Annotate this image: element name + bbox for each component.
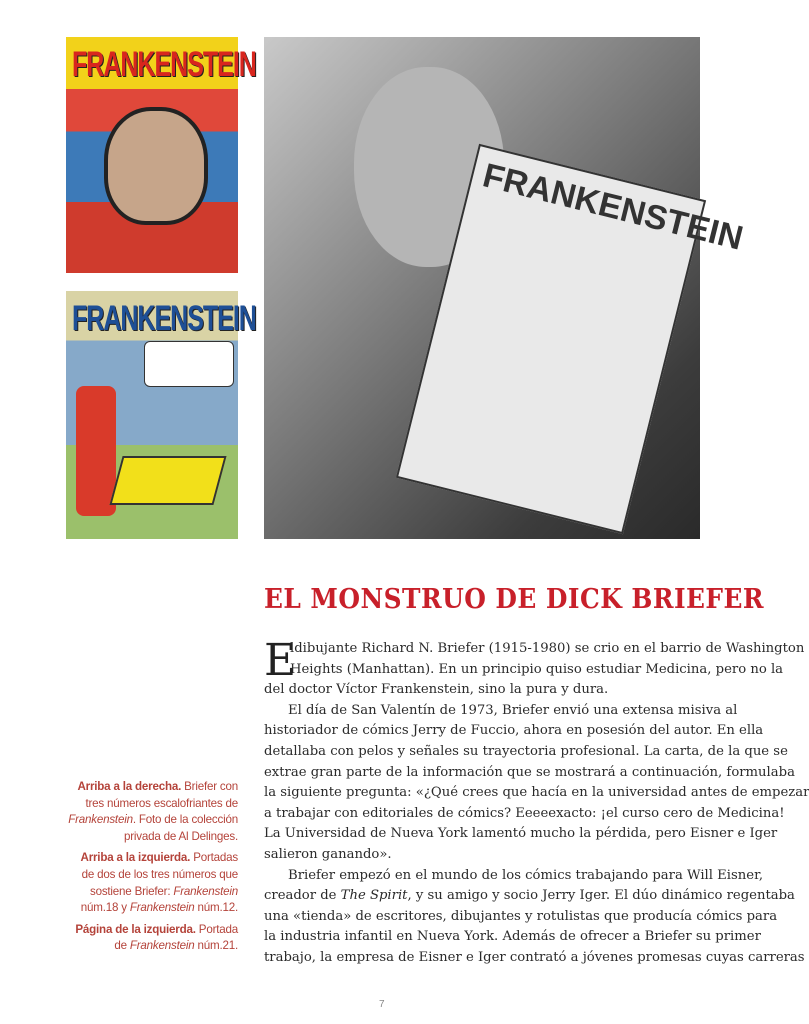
- coffin: [109, 456, 226, 505]
- text-line: extrae gran parte de la información que se mostrará a continuación, formulaba: [264, 764, 795, 780]
- photo-briefer-with-comics: [264, 37, 747, 539]
- italic-title: Frankenstein: [173, 884, 238, 898]
- text: núm.18 y: [80, 901, 130, 915]
- text-line: ldibujante Richard N. Briefer (1915-1980) se crio en el barrio de Washington: [290, 641, 805, 656]
- text-line: salieron ganando».: [264, 846, 392, 862]
- text-line: la siguiente pregunta: «¿Qué crees que hacía en la universidad antes de empezar: [264, 785, 809, 801]
- text-line: [264, 886, 795, 907]
- text-line: una «tienda» de escritores, dibujantes y rotulistas que producía cómics para: [264, 908, 778, 924]
- drop-cap: E: [264, 635, 297, 686]
- caption-label: Arriba a la derecha.: [77, 780, 182, 793]
- text: Portadas de dos de los tres números que sostiene Briefer:: [81, 851, 238, 898]
- caption-label: Arriba a la izquierda.: [80, 851, 191, 865]
- text-line: trabajo, la empresa de Eisner e Iger contrató a jóvenes promesas cuyas carreras: [264, 949, 805, 965]
- text: . Foto de la colección privada de Al Delinges.: [124, 813, 238, 843]
- text: , y su amigo y socio Jerry Iger. El dúo dinámico regentaba: [407, 888, 795, 904]
- text: Briefer con tres números escalofriantes de: [85, 780, 238, 810]
- comic-logo: FRANKENSTEIN: [479, 156, 747, 258]
- text: creador de: [264, 888, 341, 904]
- image-captions: [66, 779, 238, 960]
- monster-figure: [76, 386, 116, 516]
- text: núm.12.: [194, 901, 238, 915]
- text-line: a trabajar con editoriales de cómics? Eeeeexacto: ¡el curso cero de Medicina!: [264, 805, 785, 821]
- text-line: historiador de cómics Jerry de Fuccio, ahora en posesión del autor. En ella: [264, 723, 764, 739]
- cover-logo: FRANKENSTEIN: [72, 45, 256, 85]
- speech-bubble: [144, 341, 234, 387]
- chapter-title: EL MONSTRUO DE DICK BRIEFER: [264, 584, 765, 615]
- monster-face: [104, 107, 208, 225]
- comic-cover-frankenstein-12: [66, 291, 256, 539]
- caption-top-left: [66, 850, 238, 916]
- comic-cover-frankenstein-18: [66, 37, 256, 273]
- caption-top-right: [66, 779, 238, 845]
- text-line: Briefer empezó en el mundo de los cómics trabajando para Will Eisner,: [288, 867, 764, 883]
- cover-logo: FRANKENSTEIN: [72, 299, 256, 339]
- text-line: Heights (Manhattan). En un principio quiso estudiar Medicina, pero no la: [290, 661, 784, 677]
- italic-title: Frankenstein: [129, 901, 195, 915]
- text-line: La Universidad de Nueva York lamentó mucho la pérdida, pero Eisner e Iger: [264, 826, 778, 842]
- text-line: del doctor Víctor Frankenstein, sino la pura y dura.: [264, 682, 609, 698]
- body-text: [264, 635, 809, 969]
- italic-title: Frankenstein: [129, 939, 195, 953]
- caption-label: Página de la izquierda.: [75, 922, 196, 936]
- page-number: 7: [379, 999, 385, 1010]
- text-line: El día de San Valentín de 1973, Briefer envió una extensa misiva al: [288, 702, 738, 718]
- italic-title: The Spirit: [340, 888, 408, 904]
- text: núm.21.: [194, 939, 238, 953]
- italic-title: Frankenstein: [68, 813, 133, 827]
- text-line: la industria infantil en Nueva York. Además de ofrecer a Briefer su primer: [264, 929, 761, 945]
- text: Portada de: [114, 922, 238, 953]
- text-line: detallaba con pelos y señales su trayectoria profesional. La carta, de la que se: [264, 743, 788, 759]
- caption-left-page: [66, 922, 238, 955]
